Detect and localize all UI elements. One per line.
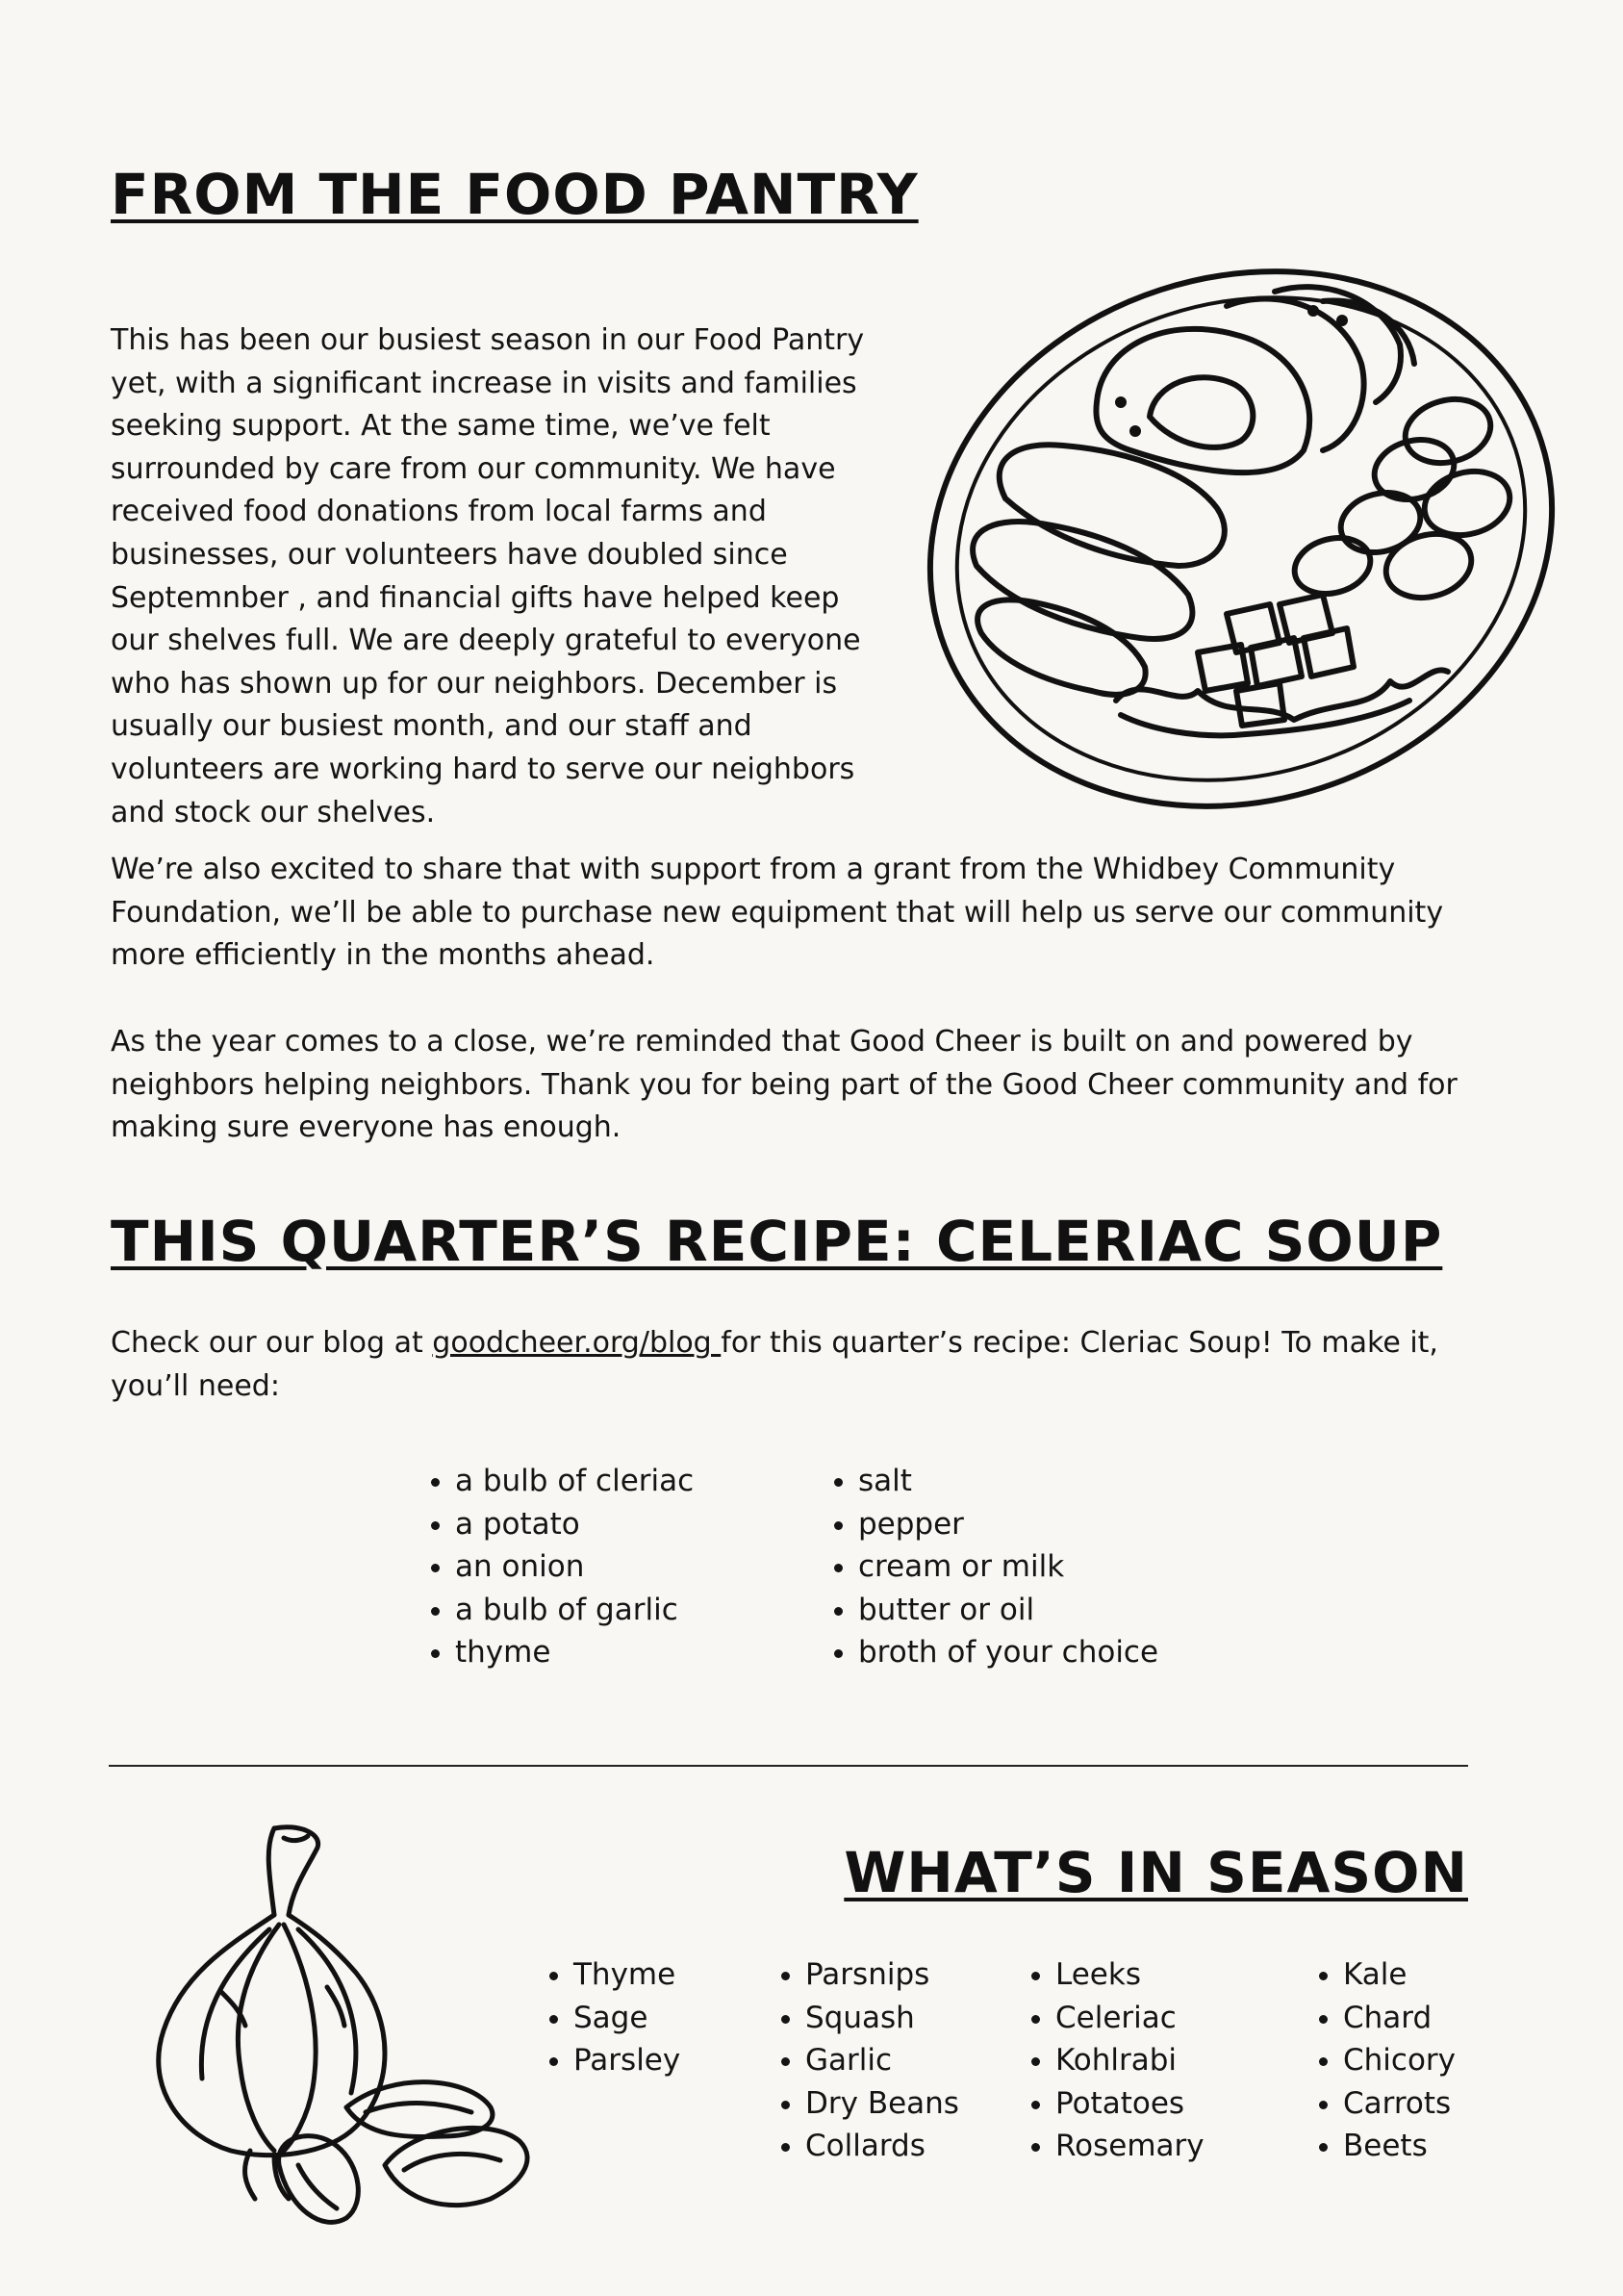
list-item: • Sage <box>573 1997 680 2040</box>
pantry-paragraph-3: As the year comes to a close, we’re reminded that Good Cheer is built on and powered by neighbors helping neighbors. Thank you for being part of the Good Cheer community and for making sure everyone has enough. <box>111 1025 1458 1145</box>
blog-link[interactable]: goodcheer.org/blog <box>432 1326 722 1360</box>
list-item: • Rosemary <box>1055 2125 1205 2168</box>
recipe-intro-after: for this quarter’s recipe: Cleriac Soup! To make it, you’ll need: <box>111 1326 1438 1403</box>
list-item: • Potatoes <box>1055 2082 1205 2126</box>
season-list-3 <box>1021 1953 1205 2168</box>
pantry-paragraph-1: This has been our busiest season in our Food Pantry yet, with a significant increase in visits and families seeking support. At the same time, we’ve felt surrounded by care from our community. We have received food donations from local farms and businesses, our volunteers have doubled since Septemnber , and financial gifts have helped keep our shelves full. We are deeply grateful to everyone who has shown up for our neighbors. December is usually our busiest month, and our staff and volunteers are working hard to serve our neighbors and stock our shelves. <box>111 323 865 829</box>
list-item: • cream or milk <box>858 1545 1158 1589</box>
pantry-heading: FROM THE FOOD PANTRY <box>111 162 919 227</box>
list-item: • Beets <box>1343 2125 1456 2168</box>
season-heading: WHAT’S IN SEASON <box>844 1840 1468 1905</box>
list-item: • butter or oil <box>858 1589 1158 1632</box>
list-item: • Parsley <box>573 2039 680 2082</box>
list-item: • Celeriac <box>1055 1997 1205 2040</box>
list-item: • an onion <box>455 1545 694 1589</box>
season-list-1 <box>539 1953 680 2082</box>
list-item: • Carrots <box>1343 2082 1456 2126</box>
list-item: • Parsnips <box>805 1953 959 1997</box>
ingredients-list-2 <box>824 1460 1158 1674</box>
section-divider <box>109 1765 1468 1767</box>
list-item: • broth of your choice <box>858 1631 1158 1674</box>
list-item: • Squash <box>805 1997 959 2040</box>
list-item: • Leeks <box>1055 1953 1205 1997</box>
list-item: • Garlic <box>805 2039 959 2082</box>
list-item: • pepper <box>858 1503 1158 1546</box>
list-item: • a bulb of garlic <box>455 1589 694 1632</box>
season-list-4 <box>1308 1953 1456 2168</box>
ingredients-list-1 <box>420 1460 694 1674</box>
list-item: • Thyme <box>573 1953 680 1997</box>
season-list-2 <box>771 1953 959 2168</box>
list-item: • a bulb of cleriac <box>455 1460 694 1503</box>
list-item: • a potato <box>455 1503 694 1546</box>
list-item: • Dry Beans <box>805 2082 959 2126</box>
pantry-paragraph-2: We’re also excited to share that with support from a grant from the Whidbey Community Foundation, we’ll be able to purchase new equipment that will help us serve our community more efficiently in the months ahead. <box>111 853 1444 973</box>
list-item: • salt <box>858 1460 1158 1503</box>
food-bowl-illustration <box>909 248 1573 816</box>
list-item: • Kohlrabi <box>1055 2039 1205 2082</box>
recipe-heading: THIS QUARTER’S RECIPE: CELERIAC SOUP <box>111 1209 1443 1274</box>
list-item: • Chicory <box>1343 2039 1456 2082</box>
list-item: • thyme <box>455 1631 694 1674</box>
list-item: • Collards <box>805 2125 959 2168</box>
recipe-intro-before: Check our our blog at <box>111 1326 433 1360</box>
recipe-intro <box>111 1322 1458 1408</box>
list-item: • Chard <box>1343 1997 1456 2040</box>
list-item: • Kale <box>1343 1953 1456 1997</box>
